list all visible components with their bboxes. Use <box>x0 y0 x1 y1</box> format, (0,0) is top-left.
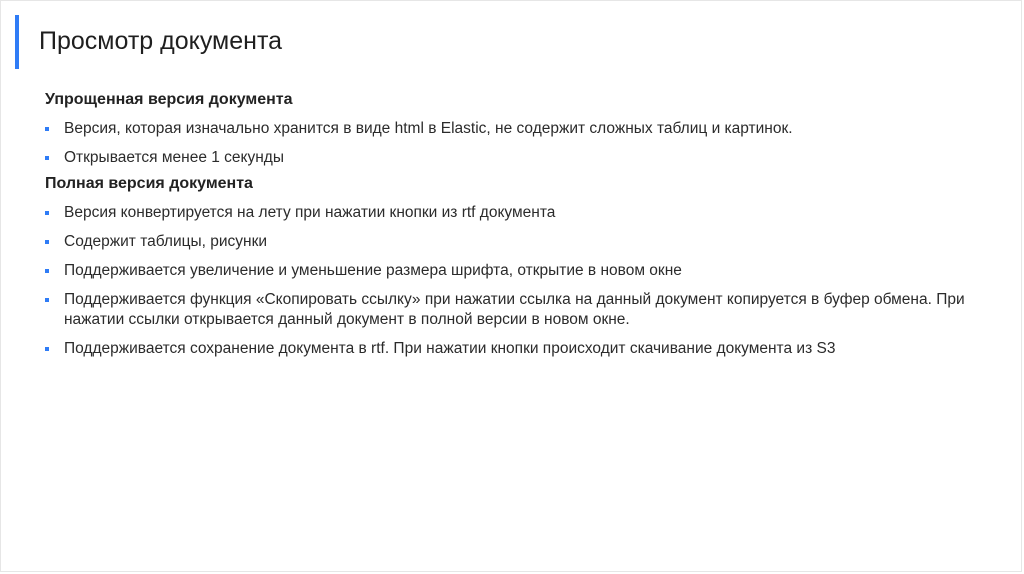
bullet-item <box>45 119 995 139</box>
section-heading-full: Полная версия документа <box>45 175 253 192</box>
bullet-square-icon <box>45 156 49 160</box>
bullet-item <box>45 261 995 281</box>
bullet-text: Открывается менее 1 секунды <box>64 149 284 166</box>
bullet-text: Версия конвертируется на лету при нажатии кнопки из rtf документа <box>64 204 556 221</box>
bullet-square-icon <box>45 211 49 215</box>
bullet-text: Содержит таблицы, рисунки <box>64 233 268 250</box>
slide-title: Просмотр документа <box>39 27 283 55</box>
bullet-text: Поддерживается функция «Скопировать ссылку» при нажатии ссылка на данный документ копируется в буфер обмена. При нажатии ссылки открывается данный документ в полной версии в новом окне. <box>64 291 965 328</box>
bullet-square-icon <box>45 240 49 244</box>
bullet-item <box>45 232 995 252</box>
bullet-item <box>45 148 995 168</box>
bullet-square-icon <box>45 127 49 131</box>
bullet-list-full <box>45 203 995 359</box>
bullet-text: Версия, которая изначально хранится в виде html в Elastic, не содержит сложных таблиц и картинок. <box>64 120 793 137</box>
bullet-text: Поддерживается увеличение и уменьшение размера шрифта, открытие в новом окне <box>64 262 682 279</box>
bullet-item <box>45 203 995 223</box>
section-heading-simplified: Упрощенная версия документа <box>45 91 293 108</box>
bullet-square-icon <box>45 347 49 351</box>
bullet-item <box>45 339 995 359</box>
bullet-square-icon <box>45 269 49 273</box>
title-accent-bar <box>15 15 19 69</box>
bullet-text: Поддерживается сохранение документа в rtf. При нажатии кнопки происходит скачивание документа из S3 <box>64 340 836 357</box>
slide-content <box>45 89 995 368</box>
bullet-item <box>45 290 995 330</box>
bullet-square-icon <box>45 298 49 302</box>
bullet-list-simplified <box>45 119 995 168</box>
